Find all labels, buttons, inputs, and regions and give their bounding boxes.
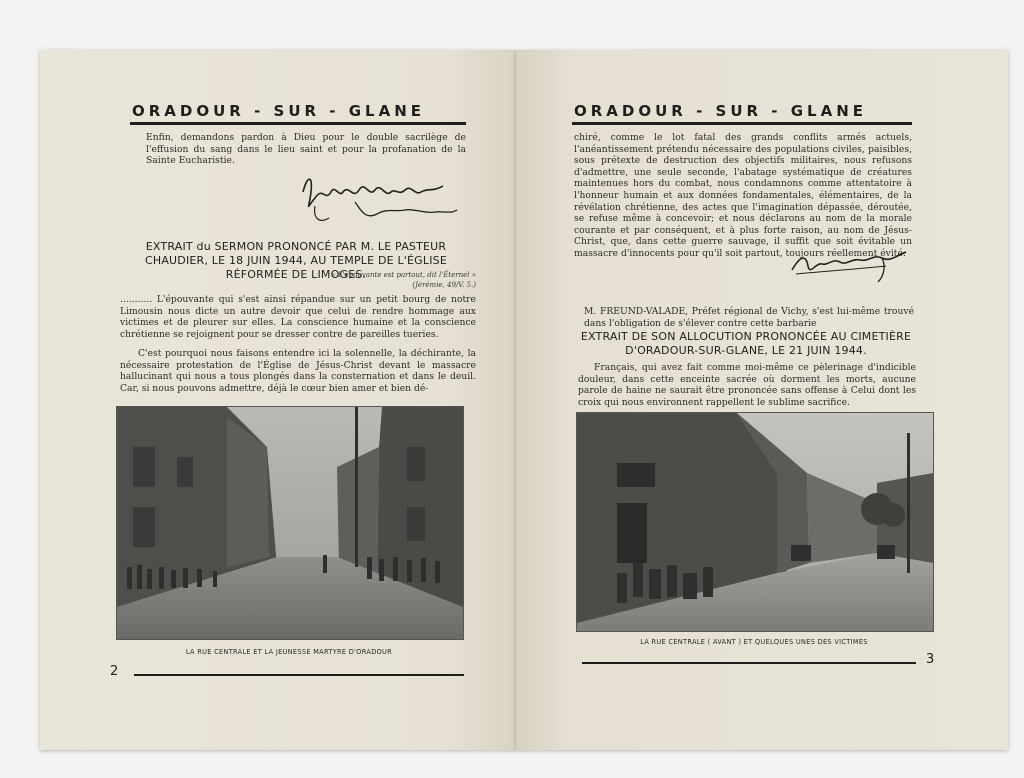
booklet xyxy=(40,38,1008,750)
right-photo-street xyxy=(576,412,934,632)
left-quote: « L'épouvante est partout, dit l'Éternel » xyxy=(331,271,476,279)
left-intro-text: Enfin, demandons pardon à Dieu pour le double sacrilège de l'effusion du sang dans le lieu saint et pour la profanation de la Sainte Eucharistie. xyxy=(146,132,466,167)
right-paragraph-1: chiré, comme le lot fatal des grands conflits armés actuels, l'anéantissement prétendu nécessaire des populations civiles, paisibles, sous prétexte de destruction des objectifs militaires, nous refusons d'admettre, une seule seconde, l'abatage systématique de créatures maintenues hors du combat, nous condamnons comme attentatoire à l'honneur humain et aux données fondamentales, élémentaires, de la révélation chrétienne, des actes que l'imagination dépassée, déroutée, se refuse même à concevoir; et nous déclarons au nom de la morale courante et par conséquent, et à plus forte raison, au nom de Jésus-Christ, que, dans cette guerre sauvage, il suffit que soit évitable un massacre d'innocents pour qu'il soit partout, toujours réellement évité. xyxy=(574,132,912,259)
signature-bishop xyxy=(295,162,465,232)
right-photo-caption: LA RUE CENTRALE ( AVANT ) ET QUELQUES UNES DES VICTIMES xyxy=(640,638,868,646)
right-paragraph-2: Français, qui avez fait comme moi-même ce pèlerinage d'indicible douleur, dans cette enceinte sacrée où dorment les morts, aucune parole de haine ne saurait être prononcée sans offense à Celui dont les croix qui nous environnent rappellent le sublime sacrifice. xyxy=(578,362,916,408)
left-footer-rule xyxy=(134,674,464,676)
right-allocution-heading: EXTRAIT DE SON ALLOCUTION PRONONCÉE AU CIMETIÈRE D'ORADOUR-SUR-GLANE, LE 21 JUIN 1944. xyxy=(580,330,912,357)
right-page-number: 3 xyxy=(926,652,935,667)
right-prefet-line: M. FREUND-VALADE, Préfet régional de Vichy, s'est lui-même trouvé dans l'obligation de s'élever contre cette barbarie xyxy=(584,306,914,329)
left-page-number: 2 xyxy=(110,664,119,679)
right-footer-rule xyxy=(582,662,916,664)
signature-chaudier xyxy=(786,236,916,286)
right-page xyxy=(516,50,1008,750)
left-masthead: ORADOUR - SUR - GLANE xyxy=(132,102,425,120)
left-paragraph-1: ........... L'épouvante qui s'est ainsi répandue sur un petit bourg de notre Limousin nous dicte un autre devoir que celui de rendre hommage aux victimes et de pleurer sur elles. La conscience humaine et la conscience chrétienne se rejoignent pour se dresser contre de pareilles tueries. xyxy=(120,294,476,340)
left-paragraph-2: C'est pourquoi nous faisons entendre ici la solennelle, la déchirante, la nécessaire protestation de l'Église de Jésus-Christ devant le massacre hallucinant qui nous a tous plongés dans la consternation et dans le deuil. Car, si nous pouvons admettre, déjà le cœur bien amer et bien dé- xyxy=(120,348,476,394)
left-photo-caption: LA RUE CENTRALE ET LA JEUNESSE MARTYRE D'ORADOUR xyxy=(185,648,393,656)
left-sermon-heading: EXTRAIT du SERMON PRONONCÉ PAR M. LE PASTEUR CHAUDIER, LE 18 JUIN 1944, AU TEMPLE DE L'ÉGLISE RÉFORMÉE DE LIMOGES. xyxy=(144,240,448,281)
left-quote-ref: (Jérémie, 49/V. 5.) xyxy=(412,281,476,289)
left-page xyxy=(40,50,516,750)
left-photo-street xyxy=(116,406,464,640)
right-masthead-rule xyxy=(572,122,912,125)
right-masthead: ORADOUR - SUR - GLANE xyxy=(574,102,867,120)
left-masthead-rule xyxy=(130,122,466,125)
